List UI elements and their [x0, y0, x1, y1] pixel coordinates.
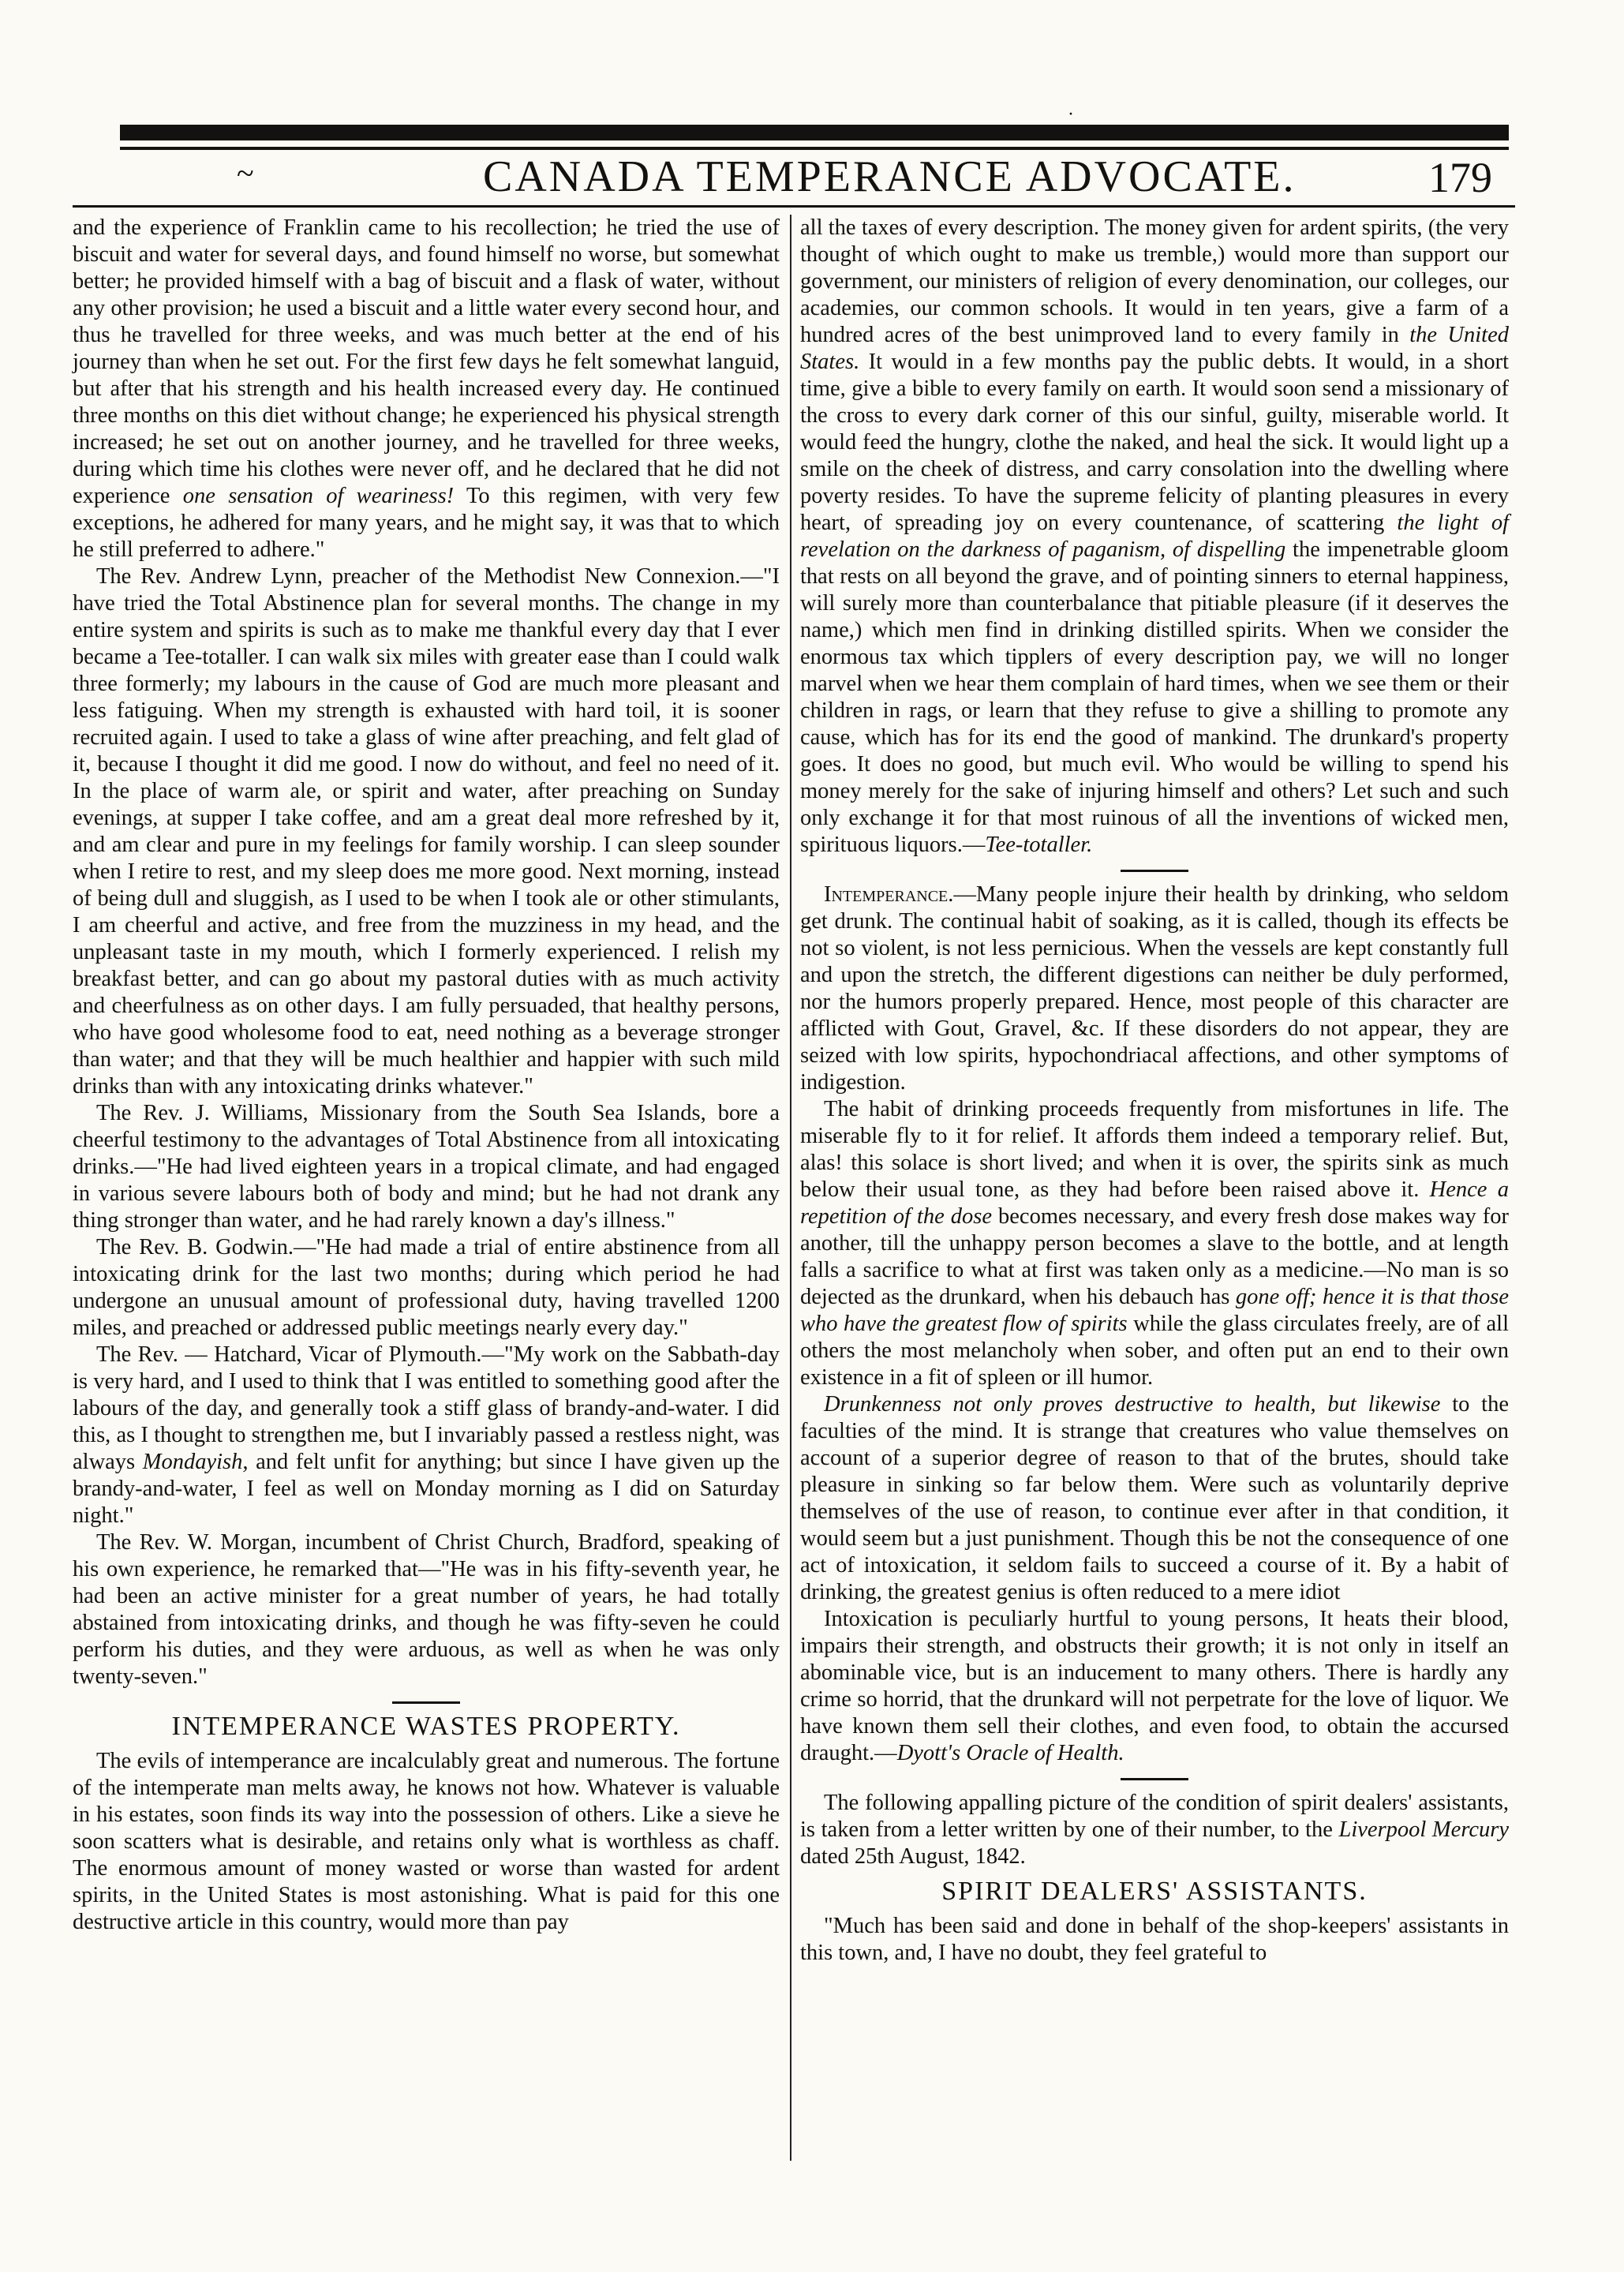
attribution: Tee-totaller. — [985, 833, 1093, 857]
masthead-title: CANADA TEMPERANCE ADVOCATE. — [483, 152, 1297, 201]
section-divider — [1121, 1778, 1188, 1780]
section-divider — [1121, 870, 1188, 872]
article-paragraph: The evils of intemperance are incalculably great and numerous. The fortune of the intemperate man melts away, he knows not how. Whatever is valuable in his estates, soon finds its way into the possession of others. Like a sieve he soon scatters what is desirable, and retains only what is worthless as chaff. The enormous amount of money wasted or worse than wasted for ardent spirits, in the United States is most astonishing. What is paid for this one destructive article in this country, would more than pay — [73, 1749, 780, 1934]
article-paragraph: Intoxication is peculiarly hurtful to young persons, It heats their blood, impairs their strength, and obstructs their growth; it is not only in itself an abominable vice, but is an inducement to many others. There is hardly any crime so horrid, that the drunkard will not perpetrate for the love of liquor. We have known them sell their clothes, and even food, to obtain the accursed draught.—Dyott's Oracle of Health. — [800, 1607, 1509, 1765]
article-paragraph: "Much has been said and done in behalf of the shop-keepers' assistants in this town, and, I have no doubt, they feel grateful to — [800, 1914, 1509, 1965]
header-thin-rule — [120, 147, 1509, 150]
header-left-mark: ~ — [237, 155, 254, 191]
article-paragraph: The Rev. W. Morgan, incumbent of Christ Church, Bradford, speaking of his own experience, he remarked that—"He was in his fifty-seventh year, he had been an active minister for a great number of years, he had totally abstained from intoxicating drinks, and though he was fifty-seven he could perform his duties, and they were arduous, as well as when he was only twenty-seven." — [73, 1530, 780, 1689]
header-bottom-rule — [73, 205, 1515, 208]
article-paragraph: Drunkenness not only proves destructive to health, but likewise to the faculties of the mind. It is strange that creatures who value themselves on account of a superior degree of reason to that of the brutes, should take pleasure in sinking so far below them. Were such as voluntarily deprive themselves of the use of reason, to continue ever after in that condition, it would seem but a just punishment. Though this be not the consequence of one act of intoxication, it seldom fails to succeed a course of it. By a habit of drinking, the greatest genius is often reduced to a mere idiot — [800, 1392, 1509, 1604]
article-paragraph: and the experience of Franklin came to his recollection; he tried the use of biscuit and water for several days, and found himself no worse, but somewhat better; he provided himself with a bag of biscuit and a flask of water, without any other provision; he used a biscuit and a little water every second hour, and thus he travelled for three weeks, and was much better at the end of his journey than when he set out. For the first few days he felt somewhat languid, but after that his strength and his health increased every day. He continued three months on this diet without change; he experienced his physical strength increased; he set out on another journey, and he travelled for three weeks, during which time his clothes were never off, and he declared that he did not experience one sensation of weariness! To this regimen, with very few exceptions, he adhered for many years, and he might say, it was that to which he still preferred to adhere." — [73, 215, 780, 562]
article-paragraph: The Rev. J. Williams, Missionary from the South Sea Islands, bore a cheerful testimony to the advantages of Total Abstinence from all intoxicating drinks.—"He had lived eighteen years in a tropical climate, and had engaged in various severe labours both of body and mind; but he had not drank any thing stronger than water, and he had rarely known a day's illness." — [73, 1101, 780, 1233]
page-number: 179 — [1428, 154, 1492, 201]
right-column — [800, 215, 1509, 1967]
section-title: INTEMPERANCE WASTES PROPERTY. — [171, 1712, 681, 1741]
article-paragraph: all the taxes of every description. The money given for ardent spirits, (the very thought of which ought to make us tremble,) would more than support our government, our ministers of religion of every denomination, our colleges, our academies, our common schools. It would in ten years, give a farm of a hundred acres of the best unimproved land to every family in the United States. It would in a few months pay the public debts. It would, in a short time, give a bible to every family on earth. It would soon send a missionary of the cross to every dark corner of this our sinful, guilty, miserable world. It would feed the hungry, clothe the naked, and heal the sick. It would light up a smile on the cheek of distress, and carry consolation into the dwelling where poverty resides. To have the supreme felicity of planting pleasures in every heart, of spreading joy on every countenance, of scattering the light of revelation on the darkness of paganism, of dispelling the impenetrable gloom that rests on all beyond the grave, and of pointing sinners to eternal happiness, will surely more than counterbalance that pitiable pleasure (if it deserves the name,) which men find in drinking distilled spirits. When we consider the enormous tax which tipplers of every description pay, we will no longer marvel when we hear them complain of hard times, when we see them or their children in rags, or learn that they refuse to give a shilling to promote any cause, which has for its end the good of mankind. The drunkard's property goes. It does no good, but much evil. Who would be willing to spend his money merely for the sake of injuring himself and others? Let such and such only exchange it for that most ruinous of all the inventions of wicked men, spirituous liquors.—Tee-totaller. — [800, 215, 1510, 857]
article-paragraph: The Rev. Andrew Lynn, preacher of the Methodist New Connexion.—"I have tried the Total Abstinence plan for several months. The change in my entire system and spirits is such as to make me thankful every day that I ever became a Tee-totaller. I can walk six miles with greater ease than I could walk three formerly; my labours in the cause of God are much more pleasant and less fatiguing. When my strength is exhausted with hard toil, it is sooner recruited again. I used to take a glass of wine after preaching, and felt glad of it, because I thought it did me good. I now do without, and feel no need of it. In the place of warm ale, or spirit and water, after preaching on Sunday evenings, at supper I take coffee, and am a great deal more refreshed by it, and am clear and pure in my feelings for family worship. I can sleep sounder when I retire to rest, and my sleep does me more good. Next morning, instead of being dull and sluggish, as I used to be when I took ale or other stimulants, I am cheerful and active, and free from the muzziness in my head, and the unpleasant taste in my mouth, which I formerly experienced. I relish my breakfast better, and can go about my pastoral duties with as much activity and cheerfulness as on other days. I am fully persuaded, that healthy persons, who have good wholesome food to eat, need nothing as a beverage stronger than water; and that they will be much healthier and happier with such mild drinks than with any intoxicating drinks whatever." — [73, 564, 780, 1099]
attribution: Dyott's Oracle of Health. — [896, 1741, 1124, 1765]
article-paragraph: Intemperance.—Many people injure their health by drinking, who seldom get drunk. The continual habit of soaking, as it is called, though its effects be not so violent, is not less pernicious. When the vessels are kept constantly full and upon the stretch, the different digestions can neither be duly performed, nor the humors properly prepared. Hence, most people of this character are afflicted with Gout, Gravel, &c. If these disorders do not appear, they are seized with low spirits, hypochondriacal affections, and other symptoms of indigestion. — [800, 882, 1509, 1095]
article-paragraph: The habit of drinking proceeds frequently from misfortunes in life. The miserable fly to it for relief. It affords them indeed a temporary relief. But, alas! this solace is short lived; and when it is over, the spirits sink as much below their usual tone, as they had before been raised above it. Hence a repetition of the dose becomes necessary, and every fresh dose makes way for another, till the unhappy person becomes a slave to the bottle, and at length falls a sacrifice to what at first was taken only as a medicine.—No man is so dejected as the drunkard, when his debauch has gone off; hence it is that those who have the greatest flow of spirits while the glass circulates freely, are of all others the most melancholy when sober, and often put an end to their own existence in a fit of spleen or ill humor. — [800, 1097, 1510, 1390]
left-column — [73, 215, 780, 1936]
section-divider — [392, 1701, 460, 1704]
column-divider — [790, 215, 791, 2161]
top-mark: · — [1068, 104, 1074, 125]
article-paragraph: The Rev. — Hatchard, Vicar of Plymouth.—"My work on the Sabbath-day is very hard, and I used to think that I was entitled to something good after the labours of the day, and generally took a stiff glass of brandy-and-water. I did this, as I thought to strengthen me, but I invariably passed a restless night, was always Mondayish, and felt unfit for anything; but since I have given up the brandy-and-water, I feel as well on Monday morning as I did on Saturday night." — [73, 1342, 780, 1528]
header-thick-rule — [120, 125, 1509, 140]
article-paragraph: The following appalling picture of the condition of spirit dealers' assistants, is taken from a letter written by one of their number, to the Liverpool Mercury dated 25th August, 1842. — [800, 1791, 1509, 1869]
section-title: SPIRIT DEALERS' ASSISTANTS. — [941, 1877, 1368, 1906]
article-paragraph: The Rev. B. Godwin.—"He had made a trial of entire abstinence from all intoxicating drink for the last two months; during which period he had undergone an unusual amount of professional duty, having travelled 1200 miles, and preached or addressed public meetings nearly every day." — [73, 1235, 780, 1340]
